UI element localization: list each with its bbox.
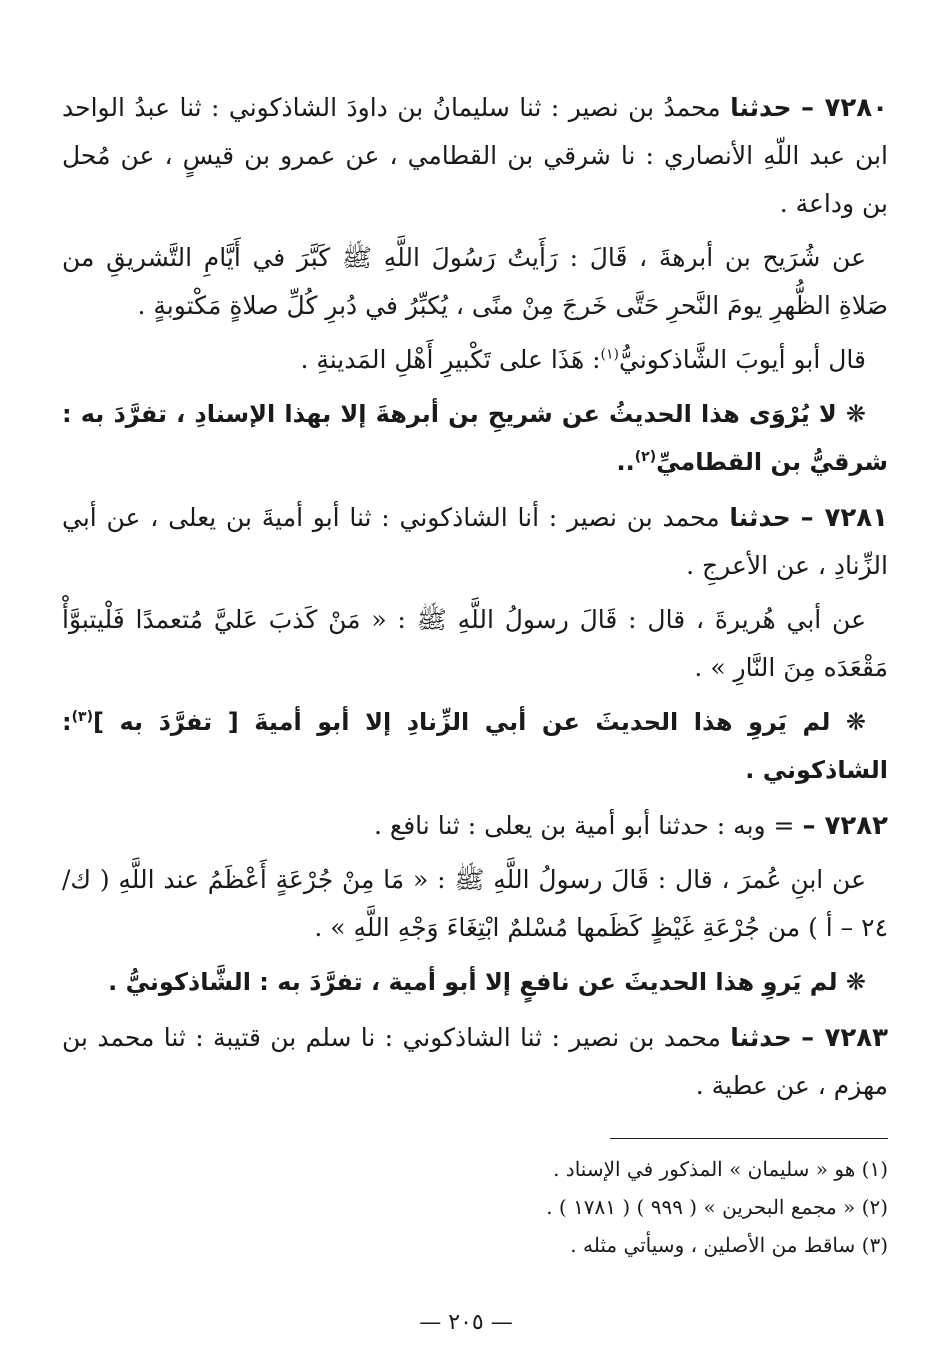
hadith-number: ٧٢٨١ –: [800, 503, 888, 533]
hadith-7282-matn: عن ابنِ عُمرَ ، قال : قَالَ رسولُ اللَّهِ ﷺ : « مَا مِنْ جُرْعَةٍ أَعْظَمُ عند اللَّهِ ( ك/٢٤ – أ ) من جُرْعَةِ غَيْظٍ كَظَمها مُسْلمٌ ابْتِغَاءَ وَجْهِ اللَّهِ » .: [62, 865, 888, 942]
comment-rest: : هَذَا على تَكْبيرِ أَهْلِ المَدينةِ .: [300, 345, 601, 374]
page-body: [62, 84, 888, 1116]
hadith-7280-matn: عن شُرَيح بن أبرهةَ ، قَالَ : رَأَيتُ رَسُولَ اللَّهِ ﷺ كَبَّرَ في أَيَّامِ التَّشريقِ من صَلاةِ الظُّهرِ يومَ النَّحرِ حَتَّى خَرجَ مِنْ منًى ، يُكبِّرُ في دُبرِ كُلِّ صلاةٍ مَكْتوبةٍ .: [62, 243, 888, 320]
hadith-number: ٧٢٨٠ –: [800, 93, 888, 123]
takhrij-text: ❋ لم يَروِ هذا الحديثَ عن أبي الزِّنادِ إلا أبو أميةَ [ تفرَّدَ به ]: [92, 708, 866, 736]
hadith-7280-takhrij: [62, 390, 888, 486]
hadith-7282-takhrij: ❋ لم يَروِ هذا الحديثَ عن نافعٍ إلا أبو أمية ، تفرَّدَ به : الشَّاذكونيُّ .: [108, 968, 866, 996]
hadith-number: ٧٢٨٣ –: [801, 1023, 888, 1053]
page-number: — ٢٠٥ —: [419, 1310, 513, 1335]
haddathana-word: حدثنا: [730, 93, 792, 122]
comment-text: قال أبو أيوبَ الشَّاذكونيُّ: [619, 345, 866, 374]
haddathana-word: حدثنا: [730, 1023, 792, 1052]
hadith-number: ٧٢٨٢ –: [802, 811, 888, 841]
hadith-7280-comment: [62, 336, 888, 384]
footnote-ref: (٣): [71, 709, 93, 725]
haddathana-word: حدثنا: [729, 503, 791, 532]
footnote-3: (٣) ساقط من الأصلين ، وسيأتي مثله .: [570, 1233, 888, 1257]
takhrij-end: ..: [616, 448, 635, 476]
takhrij-end: : الشاذكوني .: [62, 708, 888, 784]
takhrij-text: ❋ لا يُرْوَى هذا الحديثُ عن شريحِ بن أبرهةَ إلا بهذا الإسنادِ ، تفرَّدَ به : شرقيُّ بن القطاميِّ: [62, 400, 888, 476]
footnotes: [88, 1150, 888, 1264]
hadith-7281-matn: عن أبي هُريرةَ ، قال : قَالَ رسولُ اللَّهِ ﷺ : « مَنْ كَذبَ عَليَّ مُتعمدًا فَلْيتبوَّأْ مَقْعَدَه مِنَ النَّارِ » .: [62, 605, 888, 682]
hadith-7283-isnad: [62, 1014, 888, 1110]
isnad-text: محمدُ بن نصير : ثنا سليمانُ بن داودَ الشاذكوني : ثنا عبدُ الواحد ابن عبد اللّهِ الأنصاري : نا شرقي بن القطامي ، عن عمرو بن قيسٍ ، عن مُحل بن وداعة .: [62, 93, 888, 218]
isnad-text: = وبه : حدثنا أبو أمية بن يعلى : ثنا نافع .: [374, 811, 795, 840]
footnote-ref: (٢): [634, 449, 657, 465]
hadith-7280-isnad: [62, 84, 888, 228]
footnote-ref: (١): [600, 346, 620, 363]
footnote-divider: [610, 1138, 888, 1139]
isnad-text: محمد بن نصير : أنا الشاذكوني : ثنا أبو أميةَ بن يعلى ، عن أبي الزِّنادِ ، عن الأعرجِ .: [62, 503, 888, 580]
footnote-1: (١) هو « سليمان » المذكور في الإسناد .: [553, 1157, 888, 1181]
hadith-7281-isnad: [62, 494, 888, 590]
hadith-7282-isnad: [62, 802, 888, 850]
hadith-7281-takhrij: [62, 698, 888, 794]
footnote-2: (٢) « مجمع البحرين » ( ٩٩٩ ) ( ١٧٨١ ) .: [546, 1195, 888, 1219]
isnad-text: محمد بن نصير : ثنا الشاذكوني : نا سلم بن قتيبة : ثنا محمد بن مهزم ، عن عطية .: [62, 1023, 888, 1100]
